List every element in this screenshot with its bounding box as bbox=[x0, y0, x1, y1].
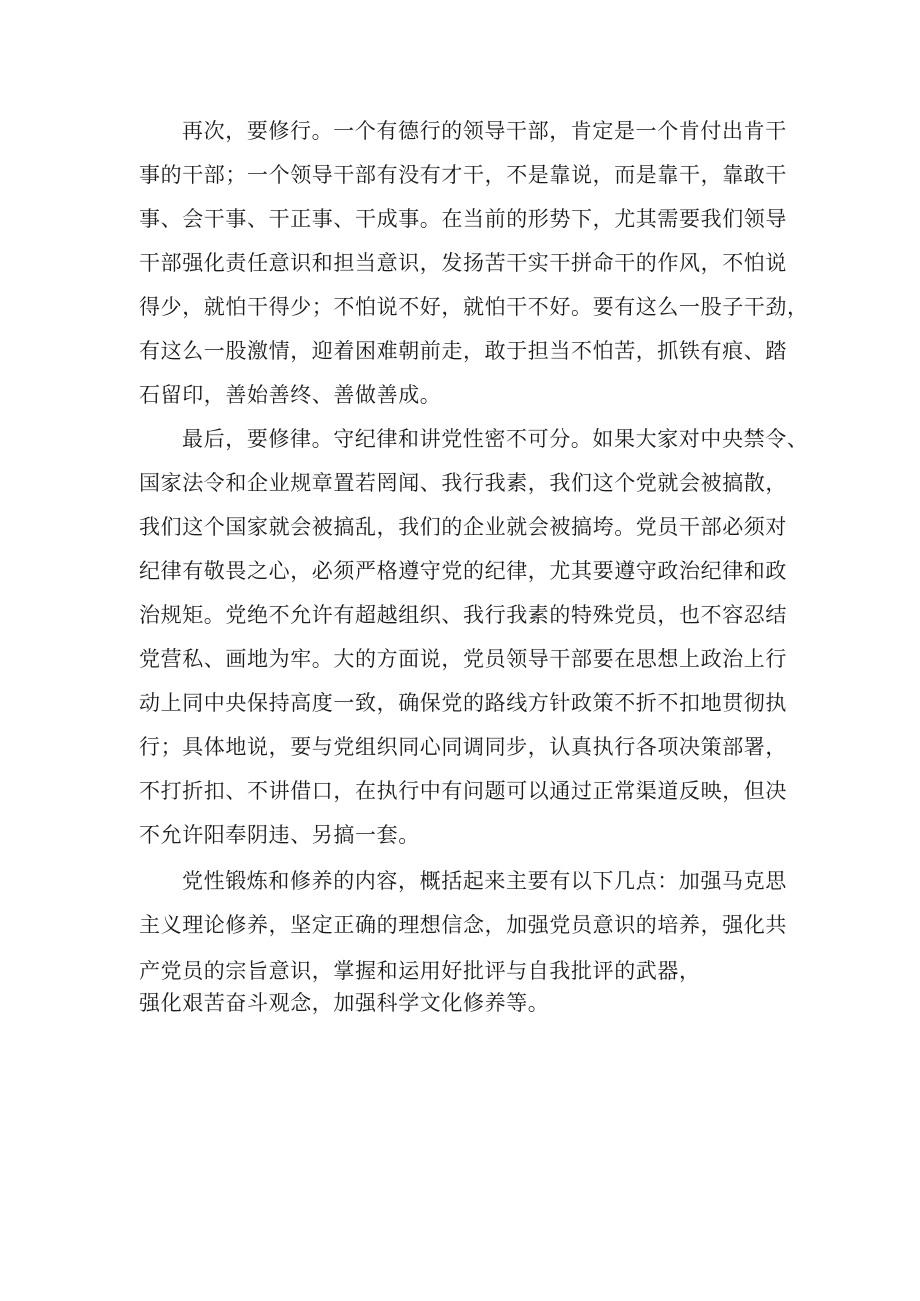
paragraph-3-line-1: 党性锻炼和修养的内容，概括起来主要有以下几点：加强马克思 bbox=[182, 869, 787, 893]
paragraph-1-line-3: 事、会干事、干正事、干成事。在当前的形势下，尤其需要我们领导 bbox=[139, 207, 787, 231]
paragraph-2-line-8: 行；具体地说，要与党组织同心同调同步，认真执行各项决策部署， bbox=[139, 735, 787, 759]
paragraph-1-line-6: 有这么一股激情，迎着困难朝前走，敢于担当不怕苦，抓铁有痕、踏 bbox=[139, 339, 787, 363]
paragraph-2-line-3: 我们这个国家就会被搞乱，我们的企业就会被搞垮。党员干部必须对 bbox=[139, 515, 787, 539]
paragraph-2-line-1: 最后，要修律。守纪律和讲党性密不可分。如果大家对中央禁令、 bbox=[182, 427, 809, 451]
paragraph-2-line-10: 不允许阳奉阴违、另搞一套。 bbox=[139, 823, 420, 847]
paragraph-3-line-3: 产党员的宗旨意识，掌握和运用好批评与自我批评的武器， bbox=[139, 959, 701, 983]
paragraph-1-line-4: 干部强化责任意识和担当意识，发扬苦干实干拼命干的作风，不怕说 bbox=[139, 251, 787, 275]
paragraph-1-line-2: 事的干部；一个领导干部有没有才干，不是靠说，而是靠干，靠敢干 bbox=[139, 163, 787, 187]
paragraph-2-line-6: 党营私、画地为牢。大的方面说，党员领导干部要在思想上政治上行 bbox=[139, 647, 787, 671]
paragraph-3-line-2: 主义理论修养，坚定正确的理想信念，加强党员意识的培养，强化共 bbox=[139, 913, 787, 937]
paragraph-2-line-4: 纪律有敬畏之心，必须严格遵守党的纪律，尤其要遵守政治纪律和政 bbox=[139, 559, 787, 583]
paragraph-2-line-2: 国家法令和企业规章置若罔闻、我行我素，我们这个党就会被搞散， bbox=[139, 471, 787, 495]
paragraph-2-line-7: 动上同中央保持高度一致，确保党的路线方针政策不折不扣地贯彻执 bbox=[139, 691, 787, 715]
paragraph-3-line-4: 强化艰苦奋斗观念，加强科学文化修养等。 bbox=[139, 991, 550, 1015]
paragraph-1-line-1: 再次，要修行。一个有德行的领导干部，肯定是一个肯付出肯干 bbox=[182, 119, 787, 143]
paragraph-1-line-5: 得少，就怕干得少；不怕说不好，就怕干不好。要有这么一股子干劲， bbox=[139, 295, 809, 319]
paragraph-1-line-7: 石留印，善始善终、善做善成。 bbox=[139, 383, 442, 407]
paragraph-2-line-9: 不打折扣、不讲借口，在执行中有问题可以通过正常渠道反映，但决 bbox=[139, 779, 787, 803]
paragraph-2-line-5: 治规矩。党绝不允许有超越组织、我行我素的特殊党员，也不容忍结 bbox=[139, 603, 787, 627]
